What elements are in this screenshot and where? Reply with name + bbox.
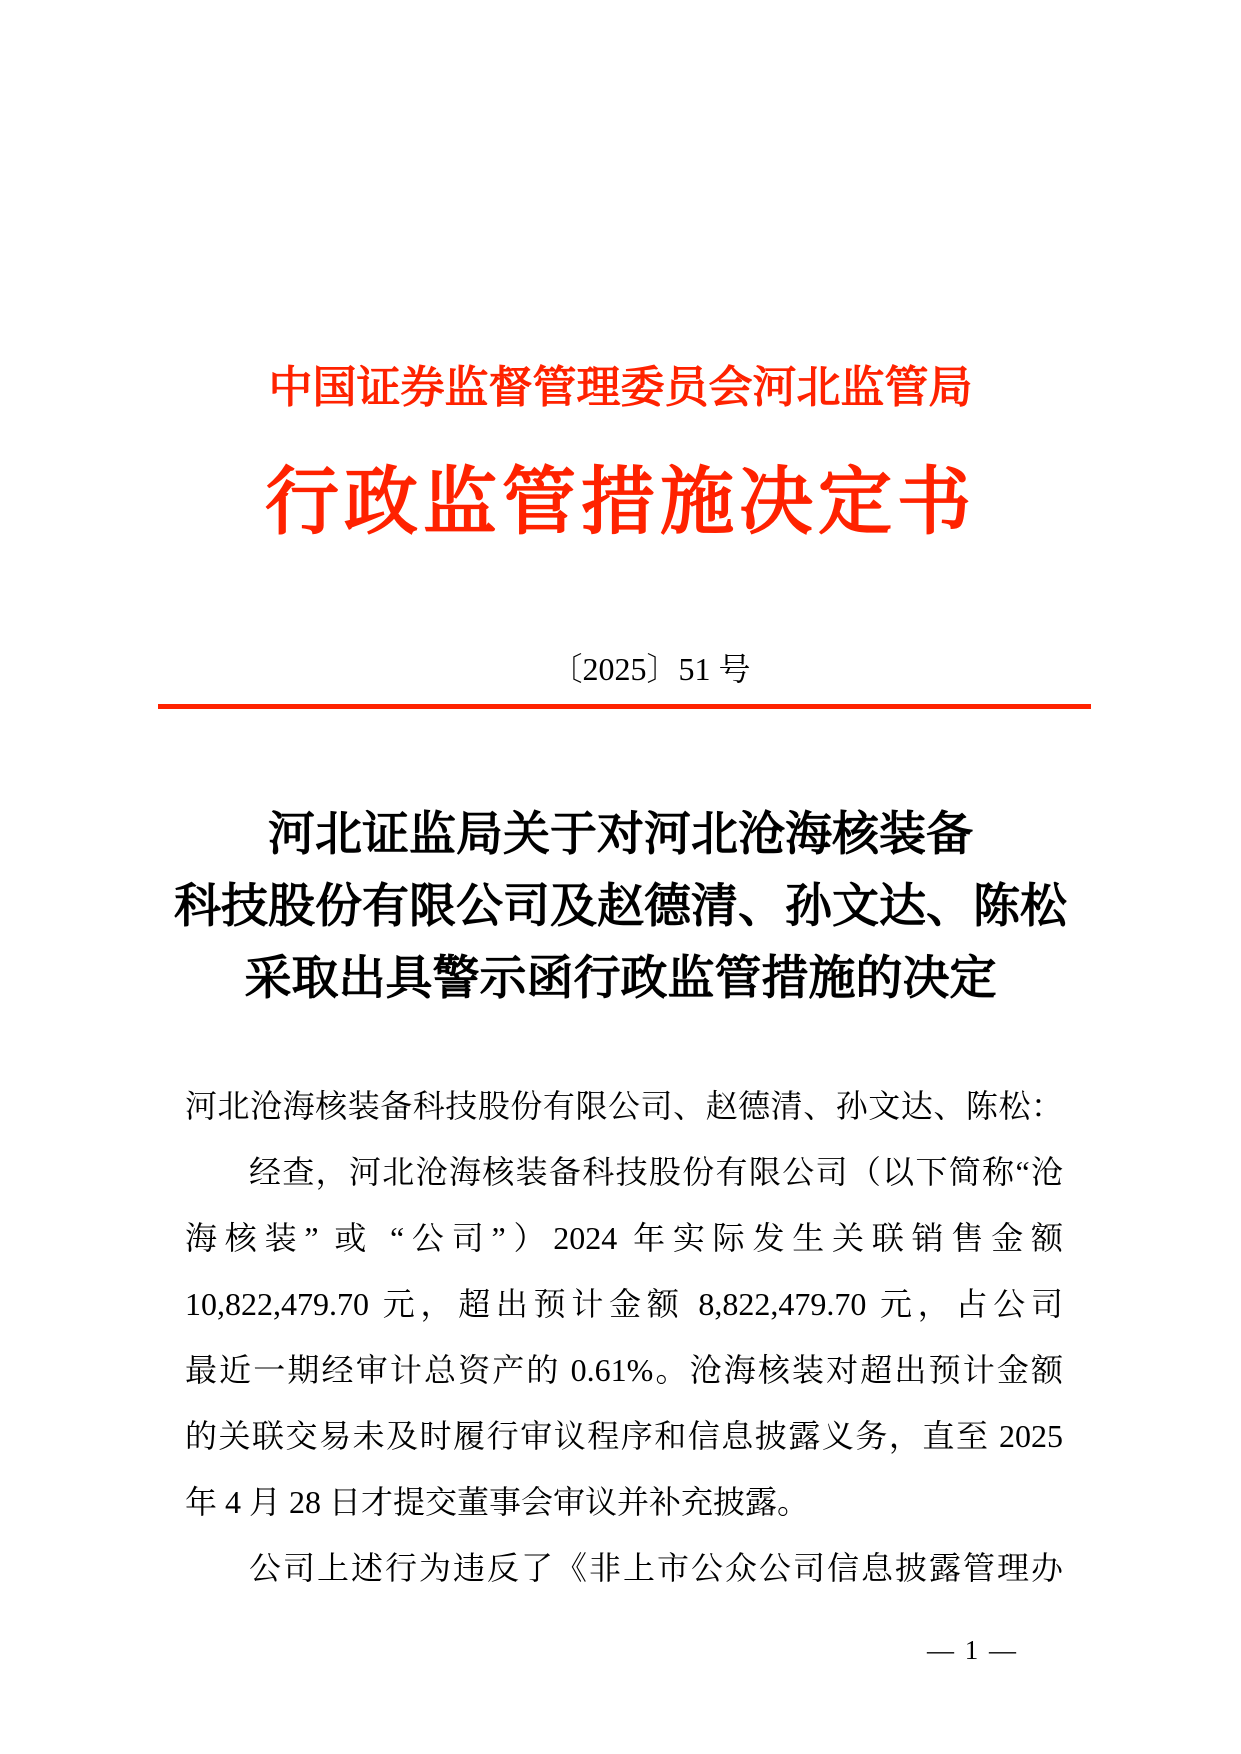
decision-title-line-3: 采取出具警示函行政监管措施的决定: [244, 953, 997, 1005]
issuing-authority-letterhead: 中国证券监督管理委员会河北监管局: [268, 363, 973, 412]
decision-title: [0, 799, 1241, 1015]
body-line-6: 的关联交易未及时履行审议程序和信息披露义务，直至 2025: [185, 1418, 1063, 1454]
red-divider-line: [158, 704, 1091, 709]
decision-title-line-1: 河北证监局关于对河北沧海核装备: [268, 809, 973, 861]
body-line-7: 年 4 月 28 日才提交董事会审议并补充披露。: [185, 1484, 810, 1520]
body-line-2: 经查，河北沧海核装备科技股份有限公司（以下简称“沧: [249, 1154, 1063, 1190]
body-line-4: 10,822,479.70 元，超出预计金额 8,822,479.70 元，占公司: [185, 1286, 1063, 1322]
decision-title-line-2: 科技股份有限公司及赵德清、孙文达、陈松: [174, 881, 1067, 933]
document-number: 〔2025〕51 号: [550, 651, 751, 687]
document-type-title: 行政监管措施决定书: [265, 462, 976, 544]
body-line-3: 海核装” 或 “公司”）2024 年实际发生关联销售金额: [185, 1220, 1063, 1256]
body-line-8: 公司上述行为违反了《非上市公众公司信息披露管理办: [249, 1550, 1063, 1586]
salutation-line: 河北沧海核装备科技股份有限公司、赵德清、孙文达、陈松：: [185, 1088, 1063, 1124]
body-line-5: 最近一期经审计总资产的 0.61%。沧海核装对超出预计金额: [185, 1352, 1063, 1388]
page-number: — 1 —: [927, 1635, 1018, 1665]
document-body: [185, 1073, 1063, 1601]
